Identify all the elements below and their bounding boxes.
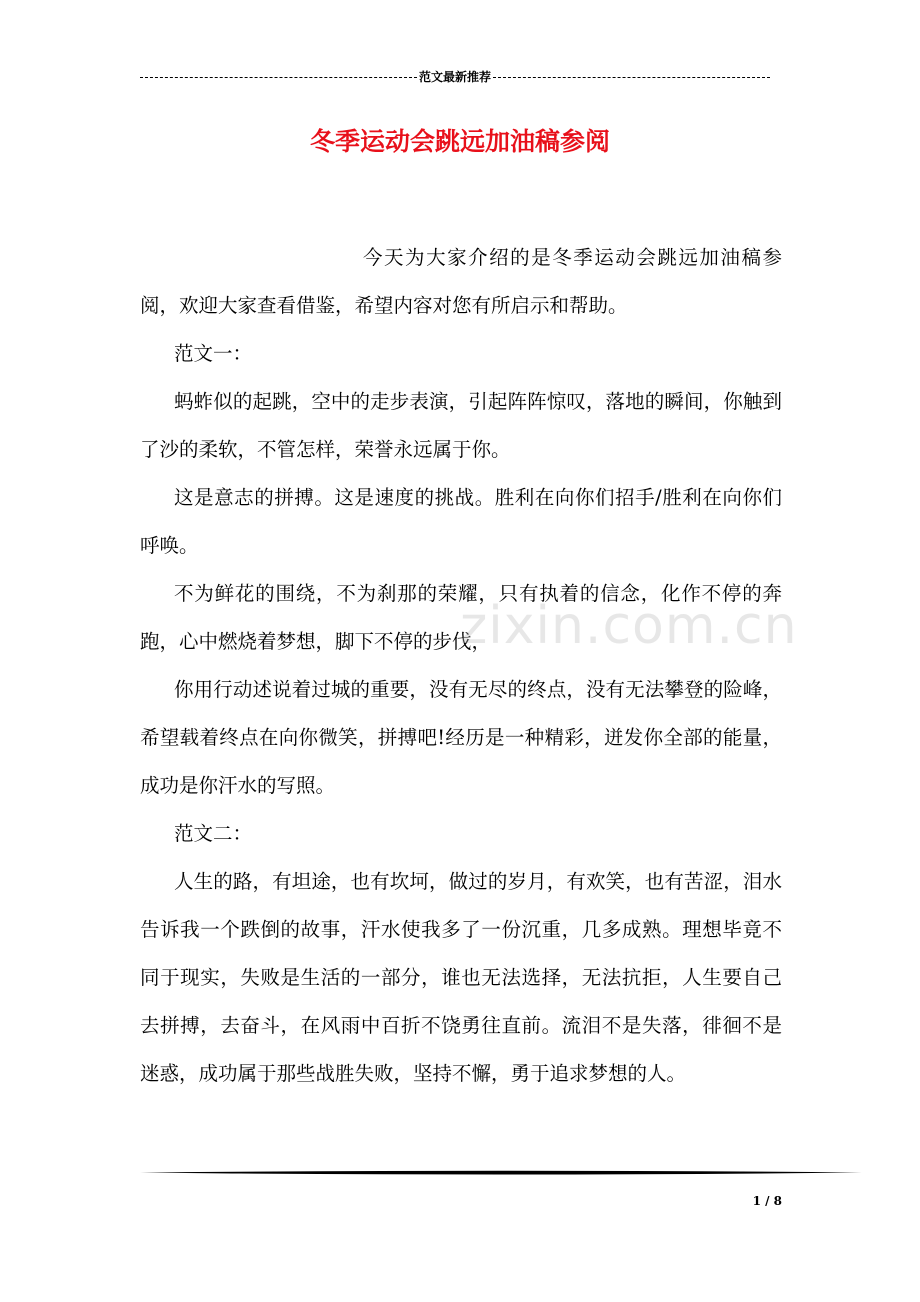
body-paragraph: 不为鲜花的围绕，不为刹那的荣耀，只有执着的信念，化作不停的奔跑，心中燃烧着梦想，脚下不停的步伐， xyxy=(140,582,782,653)
page-header xyxy=(140,68,770,86)
section-heading-2: 范文二： xyxy=(174,822,253,845)
header-dash-right xyxy=(493,77,770,78)
document-title: 冬季运动会跳远加油稿参阅 xyxy=(309,127,610,156)
document-body xyxy=(140,234,782,1098)
intro-paragraph: 今天为大家介绍的是冬季运动会跳远加油稿参阅，欢迎大家查看借鉴，希望内容对您有所启示和帮助。 xyxy=(140,246,782,317)
section-heading-1: 范文一： xyxy=(174,342,253,365)
header-label: 范文最新推荐 xyxy=(419,70,492,84)
body-paragraph: 人生的路，有坦途，也有坎坷，做过的岁月，有欢笑，也有苦涩，泪水告诉我一个跌倒的故事，汗水使我多了一份沉重，几多成熟。理想毕竟不同于现实，失败是生活的一部分，谁也无法选择，无法抗拒，人生要自己去拼搏，去奋斗，在风雨中百折不饶勇往直前。流泪不是失落，徘徊不是迷惑，成功属于那些战胜失败，坚持不懈，勇于追求梦想的人。 xyxy=(140,870,782,1085)
page-number: 1 / 8 xyxy=(752,1194,782,1208)
body-paragraph: 蚂蚱似的起跳，空中的走步表演，引起阵阵惊叹，落地的瞬间，你触到了沙的柔软，不管怎样，荣誉永远属于你。 xyxy=(140,390,782,461)
header-dash-left xyxy=(140,77,417,78)
footer-rule xyxy=(140,1168,862,1178)
body-paragraph: 这是意志的拼搏。这是速度的挑战。胜利在向你们招手/胜利在向你们呼唤。 xyxy=(140,486,782,557)
watermark: zixin.com.cn xyxy=(460,596,798,656)
body-paragraph: 你用行动述说着过城的重要，没有无尽的终点，没有无法攀登的险峰，希望载着终点在向你微笑，拼搏吧!经历是一种精彩，迸发你全部的能量，成功是你汗水的写照。 xyxy=(140,678,782,797)
